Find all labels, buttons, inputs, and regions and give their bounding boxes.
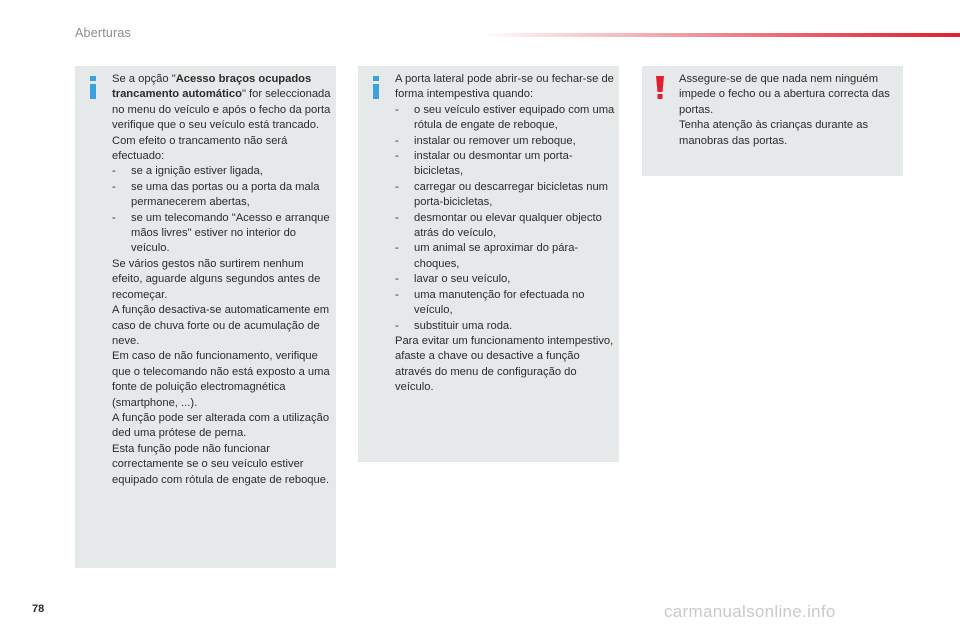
warning-box-doors (642, 66, 903, 176)
watermark: carmanualsonline.info (664, 602, 836, 621)
list-item: - um animal se aproximar do pára-choques, (395, 242, 579, 270)
list-item: - carregar ou descarregar bicicletas num porta-bicicletas, (395, 180, 609, 209)
paragraph: Esta função pode não funcionar correctamente se o seu veículo estiver equipado com rótula de engate de reboque. (112, 442, 330, 486)
list-item: - se a ignição estiver ligada, (112, 165, 263, 178)
header-accent-bar (480, 33, 960, 37)
paragraph: A função pode ser alterada com a utilização ded uma prótese de perna. (112, 411, 330, 440)
condition-list (395, 103, 615, 334)
info-icon (368, 75, 384, 99)
list-item: - instalar ou remover um reboque, (395, 134, 576, 147)
paragraph: Se vários gestos não surtirem nenhum efeito, aguarde alguns segundos antes de recomeçar. (112, 257, 321, 301)
list-item: - se um telecomando "Acesso e arranque mãos livres" estiver no interior do veículo. (112, 211, 330, 255)
list-item: - lavar o seu veículo, (395, 273, 511, 286)
paragraph: Em caso de não funcionamento, verifique que o telecomando não está exposto a uma fonte de poluição electromagnética (smartphone, ...). (112, 350, 330, 409)
warning-box-text (679, 72, 899, 149)
list-item: - instalar ou desmontar um porta-bicicletas, (395, 150, 573, 178)
info-box-text (112, 72, 332, 488)
info-box-auto-lock (75, 66, 336, 568)
list-item: - desmontar ou elevar qualquer objecto atrás do veículo, (395, 211, 602, 240)
intro-paragraph: Se a opção "Acesso braços ocupados trancamento automático" for seleccionada no menu do veículo e após o fecho da porta verifique que o seu veículo está trancado. (112, 73, 331, 132)
paragraph: A porta lateral pode abrir-se ou fechar-se de forma intempestiva quando: (395, 73, 614, 101)
paragraph: Tenha atenção às crianças durante as manobras das portas. (679, 119, 869, 147)
list-item: - uma manutenção for efectuada no veículo, (395, 288, 585, 317)
paragraph: Com efeito o trancamento não será efectuado: (112, 134, 288, 163)
condition-list (112, 164, 332, 256)
info-icon (85, 75, 101, 99)
info-box-text (395, 72, 615, 396)
section-title: Aberturas (75, 26, 131, 40)
warning-icon (652, 75, 668, 99)
page-number: 78 (32, 603, 45, 615)
list-item: - se uma das portas ou a porta da mala permanecerem abertas, (112, 180, 320, 209)
option-name: Acesso braços ocupados trancamento automático (112, 73, 312, 101)
list-item: - o seu veículo estiver equipado com uma rótula de engate de reboque, (395, 103, 615, 132)
paragraph: Assegure-se de que nada nem ninguém impede o fecho ou a abertura correcta das portas. (679, 73, 890, 116)
list-item: - substituir uma roda. (395, 319, 513, 332)
paragraph: A função desactiva-se automaticamente em caso de chuva forte ou de acumulação de neve. (112, 304, 330, 347)
paragraph: Para evitar um funcionamento intempestivo, afaste a chave ou desactive a função através do menu de configuração do veículo. (395, 334, 614, 394)
info-box-side-door (358, 66, 619, 462)
